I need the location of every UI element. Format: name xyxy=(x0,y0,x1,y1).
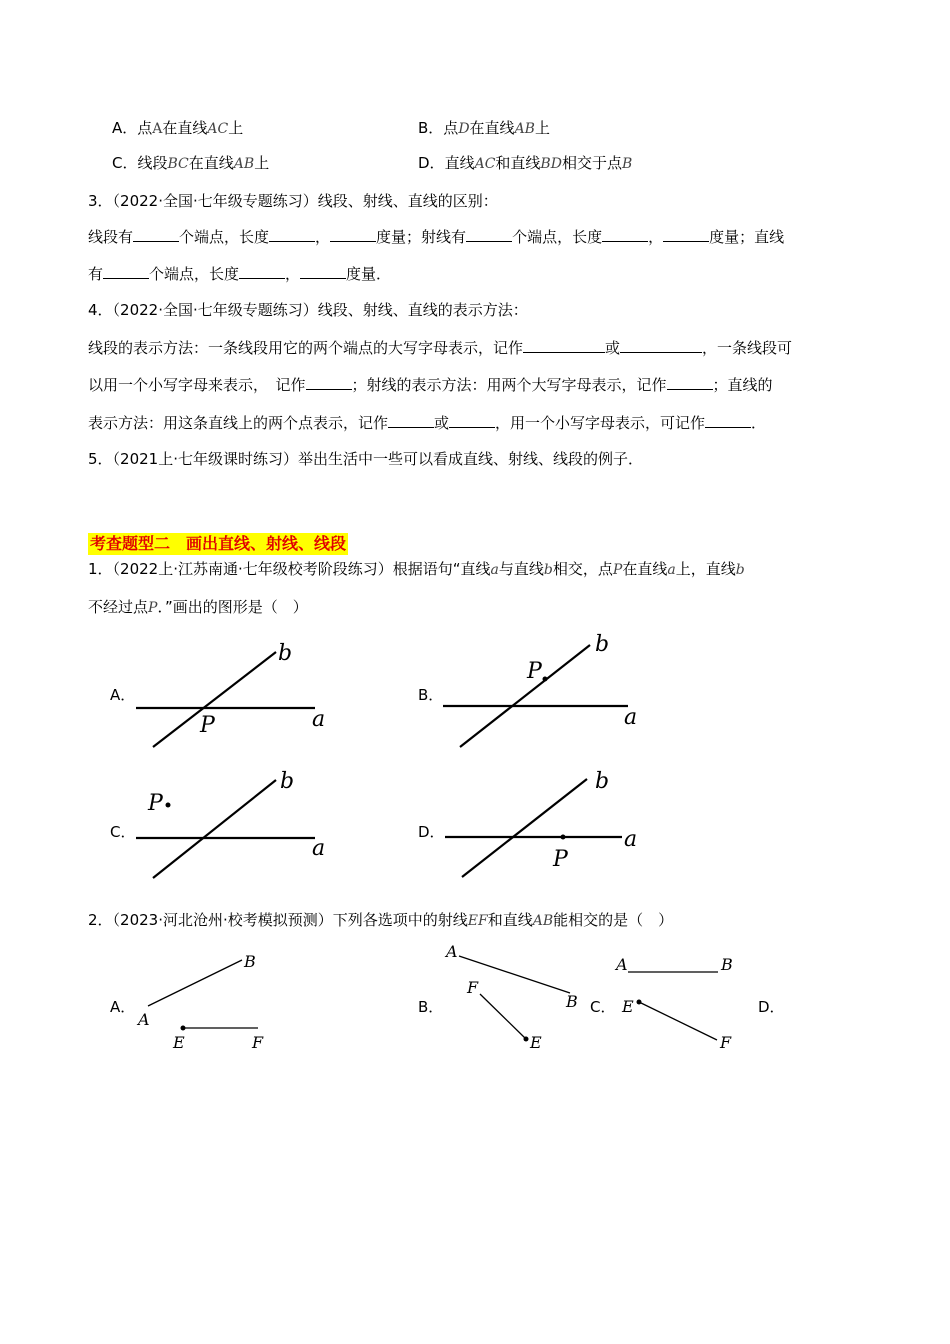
fig2-c xyxy=(628,972,718,1040)
s2q2-option-d: D． xyxy=(758,998,785,1016)
fig2-a xyxy=(148,960,258,1028)
option-c: C．线段BC在直线AB上 xyxy=(112,154,270,172)
q3-stem: 3．（2022·全国·七年级专题练习）线段、射线、直线的区别： xyxy=(88,192,498,210)
fig-b-label-b: b xyxy=(595,632,610,657)
fig2-c-label-b: B xyxy=(721,955,733,974)
fig-d-label-p: P xyxy=(553,847,568,872)
fig2-c-point-e xyxy=(637,1000,642,1005)
option-a: A．点A在直线AC上 xyxy=(112,119,244,137)
fig2-a-label-f: F xyxy=(252,1033,264,1052)
fig-c-label-p: P xyxy=(148,791,163,816)
fig2-b xyxy=(459,956,570,1039)
q4-line2: 以用一个小写字母来表示， 记作 ；射线的表示方法：用两个大写字母表示，记作 ；直线的 xyxy=(88,376,773,394)
fig2-b-label-b: B xyxy=(566,992,578,1011)
fig-a-label-b: b xyxy=(278,641,293,666)
fig-c-label-a: a xyxy=(312,836,326,861)
q4-stem: 4．（2022·全国·七年级专题练习）线段、射线、直线的表示方法： xyxy=(88,301,528,319)
s2q2-stem: 2．（2023·河北沧州·校考模拟预测）下列各选项中的射线EF和直线AB能相交的是（ ） xyxy=(88,911,674,929)
section-heading: 考查题型二 画出直线、射线、线段 xyxy=(90,534,347,553)
s2q2-option-c: C． xyxy=(590,998,616,1016)
fig-b-label-p: P xyxy=(527,659,542,684)
s2q1-option-d: D． xyxy=(418,823,445,841)
s2q1-option-b: B． xyxy=(418,686,444,704)
s2q2-option-b: B． xyxy=(418,998,444,1016)
q4-line3: 表示方法：用这条直线上的两个点表示，记作 或 ，用一个小写字母表示，可记作 ． xyxy=(88,414,767,432)
fig2-b-label-a: A xyxy=(446,942,458,961)
fig2-c-label-a: A xyxy=(616,955,628,974)
option-b: B．点D在直线AB上 xyxy=(418,119,550,137)
fig-b-label-a: a xyxy=(624,705,638,730)
fig-d-label-b: b xyxy=(595,769,610,794)
fig2-b-label-f: F xyxy=(467,978,479,997)
fig2-c-label-f: F xyxy=(720,1033,732,1052)
fig2-b-point-e xyxy=(524,1037,529,1042)
q5-text: 5．（2021上·七年级课时练习）举出生活中一些可以看成直线、射线、线段的例子． xyxy=(88,450,643,468)
q4-line1: 线段的表示方法：一条线段用它的两个端点的大写字母表示，记作 或 ，一条线段可 xyxy=(88,339,793,357)
fig2-b-label-e: E xyxy=(530,1033,542,1052)
s2q1-line2: 不经过点P．”画出的图形是（ ） xyxy=(88,598,308,616)
fig-a-label-a: a xyxy=(312,707,326,732)
s2q2-option-a: A． xyxy=(110,998,136,1016)
q3-line2: 有 个端点，长度 ， 度量． xyxy=(88,265,392,283)
fig2-a-label-e: E xyxy=(173,1033,185,1052)
fig-d-label-a: a xyxy=(624,827,638,852)
s2q1-line1: 1．（2022上·江苏南通·七年级校考阶段练习）根据语句“直线a与直线b相交，点P在直线a上，直线b xyxy=(88,560,745,578)
fig2-a-label-b: B xyxy=(244,952,256,971)
fig-a-label-p: P xyxy=(200,713,215,738)
fig2-a-point-e xyxy=(181,1026,186,1031)
option-d: D．直线AC和直线BD相交于点B xyxy=(418,154,633,172)
s2q1-option-c: C． xyxy=(110,823,136,841)
s2q1-option-a: A． xyxy=(110,686,136,704)
q3-line1: 线段有 个端点，长度 ， 度量；射线有 个端点，长度 ， 度量；直线 xyxy=(88,228,785,246)
fig2-a-label-a: A xyxy=(138,1010,150,1029)
fig2-c-label-e: E xyxy=(622,997,634,1016)
fig-c-label-b: b xyxy=(280,769,295,794)
